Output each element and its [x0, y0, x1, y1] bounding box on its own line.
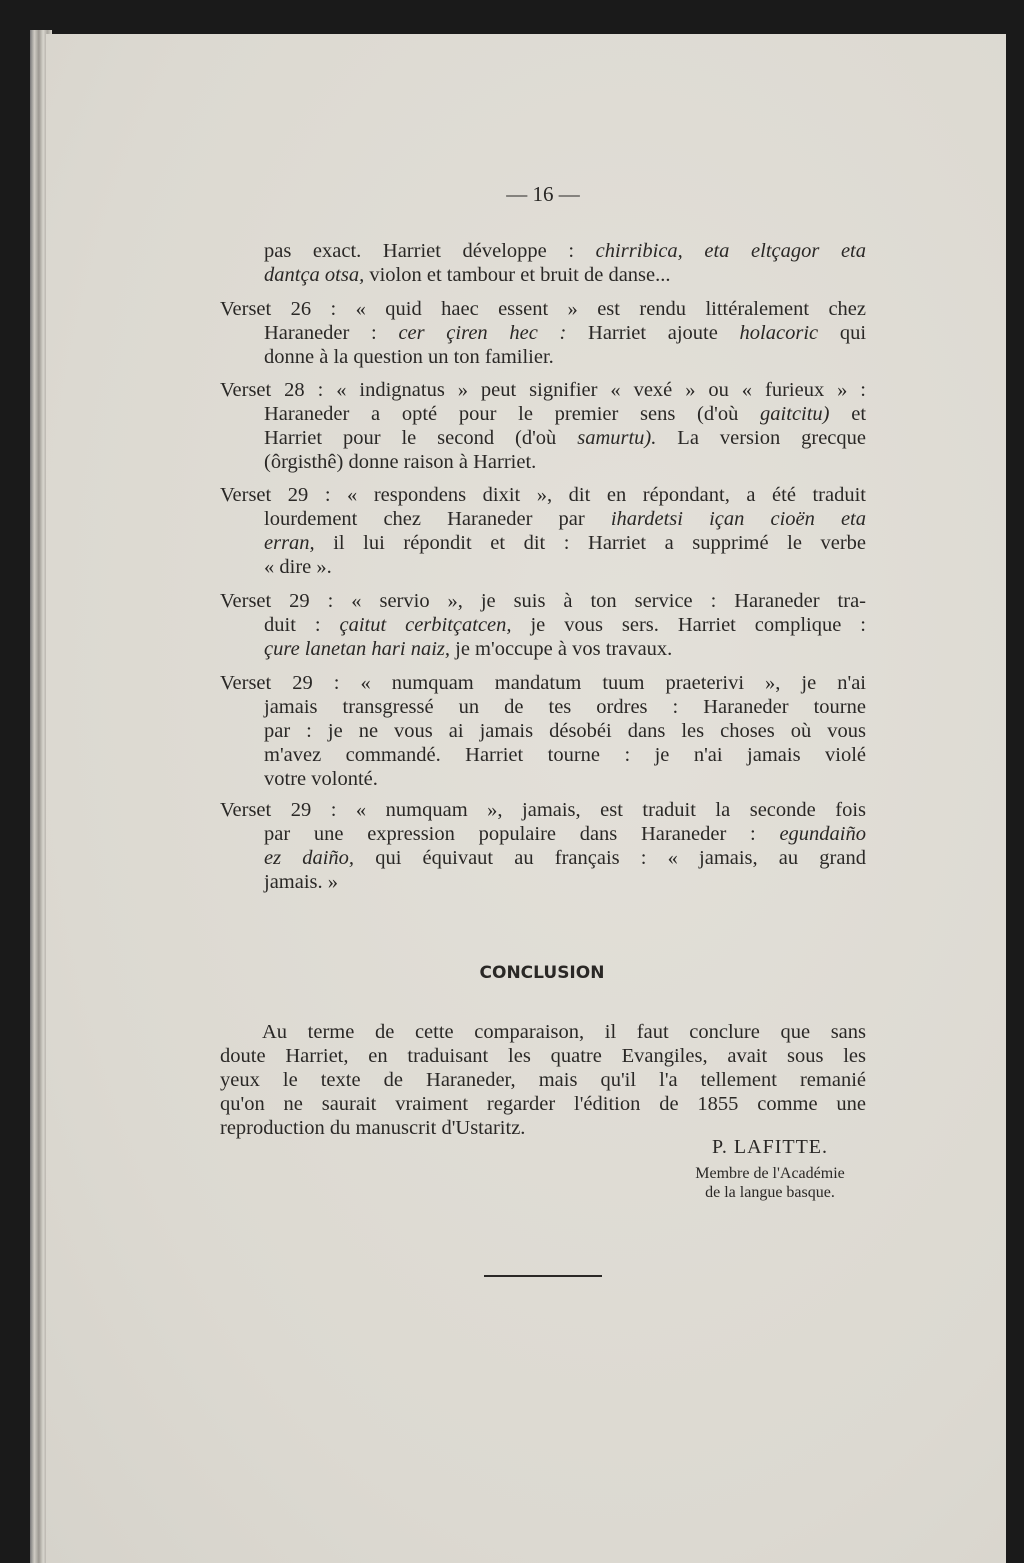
- text-line: reproduction du manuscrit d'Ustaritz.: [220, 1117, 526, 1139]
- text-run: pas exact. Harriet développe :: [264, 240, 596, 262]
- text-line: doute Harriet, en traduisant les quatre Evangiles, avait sous les: [220, 1045, 866, 1067]
- text-line: [220, 297, 866, 321]
- paragraph: [220, 297, 866, 369]
- text-line: [220, 719, 866, 743]
- text-run: qui équivaut au français : « jamais, au grand: [354, 847, 866, 869]
- text-line: [220, 531, 866, 555]
- conclusion-paragraph: [220, 1020, 866, 1140]
- text-run: Verset 29 : « numquam mandatum tuum praeterivi », je n'ai: [220, 672, 866, 694]
- italic-basque-text: holacoric: [739, 322, 819, 344]
- text-run: Verset 29 : « servio », je suis à ton service : Haraneder tra-: [220, 590, 866, 612]
- italic-basque-text: çaitut cerbitçatcen,: [339, 614, 512, 636]
- text-run: m'avez commandé. Harriet tourne : je n'ai jamais violé: [264, 744, 866, 766]
- text-line: [220, 239, 866, 263]
- text-run: « dire ».: [264, 556, 332, 578]
- text-run: Verset 29 : « numquam », jamais, est traduit la seconde fois: [220, 799, 866, 821]
- text-line: [220, 402, 866, 426]
- text-run: votre volonté.: [264, 768, 378, 790]
- text-line: [220, 695, 866, 719]
- end-rule: [484, 1275, 602, 1277]
- signature-title-line1: Membre de l'Académie: [695, 1165, 845, 1182]
- text-line: qu'on ne saurait vraiment regarder l'édition de 1855 comme une: [220, 1093, 866, 1115]
- text-run: qui: [818, 322, 867, 344]
- text-line: [220, 767, 866, 791]
- text-line: [220, 798, 866, 822]
- text-run: Harriet pour le second (d'où: [264, 427, 578, 449]
- text-line: [220, 822, 866, 846]
- text-line: [220, 345, 866, 369]
- text-line: Au terme de cette comparaison, il faut conclure que sans: [262, 1021, 866, 1043]
- text-run: Verset 26 : « quid haec essent » est rendu littéralement chez: [220, 298, 866, 320]
- text-run: (ôrgisthê) donne raison à Harriet.: [264, 451, 537, 473]
- italic-basque-text: samurtu).: [577, 427, 657, 449]
- text-run: violon et tambour et bruit de danse...: [364, 264, 671, 286]
- text-run: lourdement chez Haraneder par: [264, 508, 611, 530]
- text-run: par une expression populaire dans Haraneder :: [264, 823, 780, 845]
- italic-basque-text: erran,: [264, 532, 315, 554]
- paragraph: [220, 798, 866, 894]
- text-run: jamais. »: [264, 871, 339, 893]
- text-run: donne à la question un ton familier.: [264, 346, 554, 368]
- italic-basque-text: ez daiño,: [264, 847, 355, 869]
- text-line: [220, 321, 866, 345]
- signature-title-line2: de la langue basque.: [705, 1184, 835, 1201]
- signature-name: P. LAFITTE.: [712, 1136, 828, 1158]
- text-line: yeux le texte de Haraneder, mais qu'il l'a tellement remanié: [220, 1069, 866, 1091]
- text-line: [220, 589, 866, 613]
- text-run: Haraneder a opté pour le premier sens (d'où: [264, 403, 761, 425]
- text-run: il lui répondit et dit : Harriet a supprimé le verbe: [314, 532, 866, 554]
- text-line: [220, 613, 866, 637]
- text-line: [220, 637, 866, 661]
- text-line: [220, 507, 866, 531]
- text-run: Verset 28 : « indignatus » peut signifier « vexé » ou « furieux » :: [220, 379, 866, 401]
- text-line: [220, 483, 866, 507]
- italic-basque-text: dantça otsa,: [264, 264, 365, 286]
- text-line: [220, 263, 866, 287]
- italic-basque-text: ihardetsi içan cioën eta: [610, 508, 867, 530]
- text-line: [220, 378, 866, 402]
- page-number: — 16 —: [506, 182, 580, 206]
- italic-basque-text: cer çiren hec :: [398, 322, 567, 344]
- text-run: et: [829, 403, 867, 425]
- italic-basque-text: chirribica, eta eltçagor eta: [595, 240, 866, 262]
- text-line: [220, 743, 866, 767]
- text-line: [220, 846, 866, 870]
- paragraph: [220, 483, 866, 579]
- text-run: Haraneder :: [264, 322, 399, 344]
- paragraph: [220, 378, 866, 474]
- paragraph: [220, 589, 866, 661]
- italic-basque-text: egundaiño: [779, 823, 866, 845]
- text-line: [220, 870, 866, 894]
- paragraph: [220, 671, 866, 791]
- text-line: [220, 555, 866, 579]
- text-run: je m'occupe à vos travaux.: [450, 638, 673, 660]
- text-run: Verset 29 : « respondens dixit », dit en répondant, a été traduit: [220, 484, 866, 506]
- text-run: par : je ne vous ai jamais désobéi dans les choses où vous: [264, 720, 866, 742]
- text-line: [220, 426, 866, 450]
- italic-basque-text: çure lanetan hari naiz,: [264, 638, 451, 660]
- text-run: La version grecque: [656, 427, 866, 449]
- italic-basque-text: gaitcitu): [760, 403, 830, 425]
- text-run: je vous sers. Harriet complique :: [511, 614, 866, 636]
- paragraph: [220, 239, 866, 287]
- text-line: [220, 450, 866, 474]
- text-run: jamais transgressé un de tes ordres : Haraneder tourne: [264, 696, 866, 718]
- text-run: Harriet ajoute: [566, 322, 740, 344]
- text-line: [220, 671, 866, 695]
- text-run: duit :: [264, 614, 340, 636]
- conclusion-heading: CONCLUSION: [479, 963, 605, 983]
